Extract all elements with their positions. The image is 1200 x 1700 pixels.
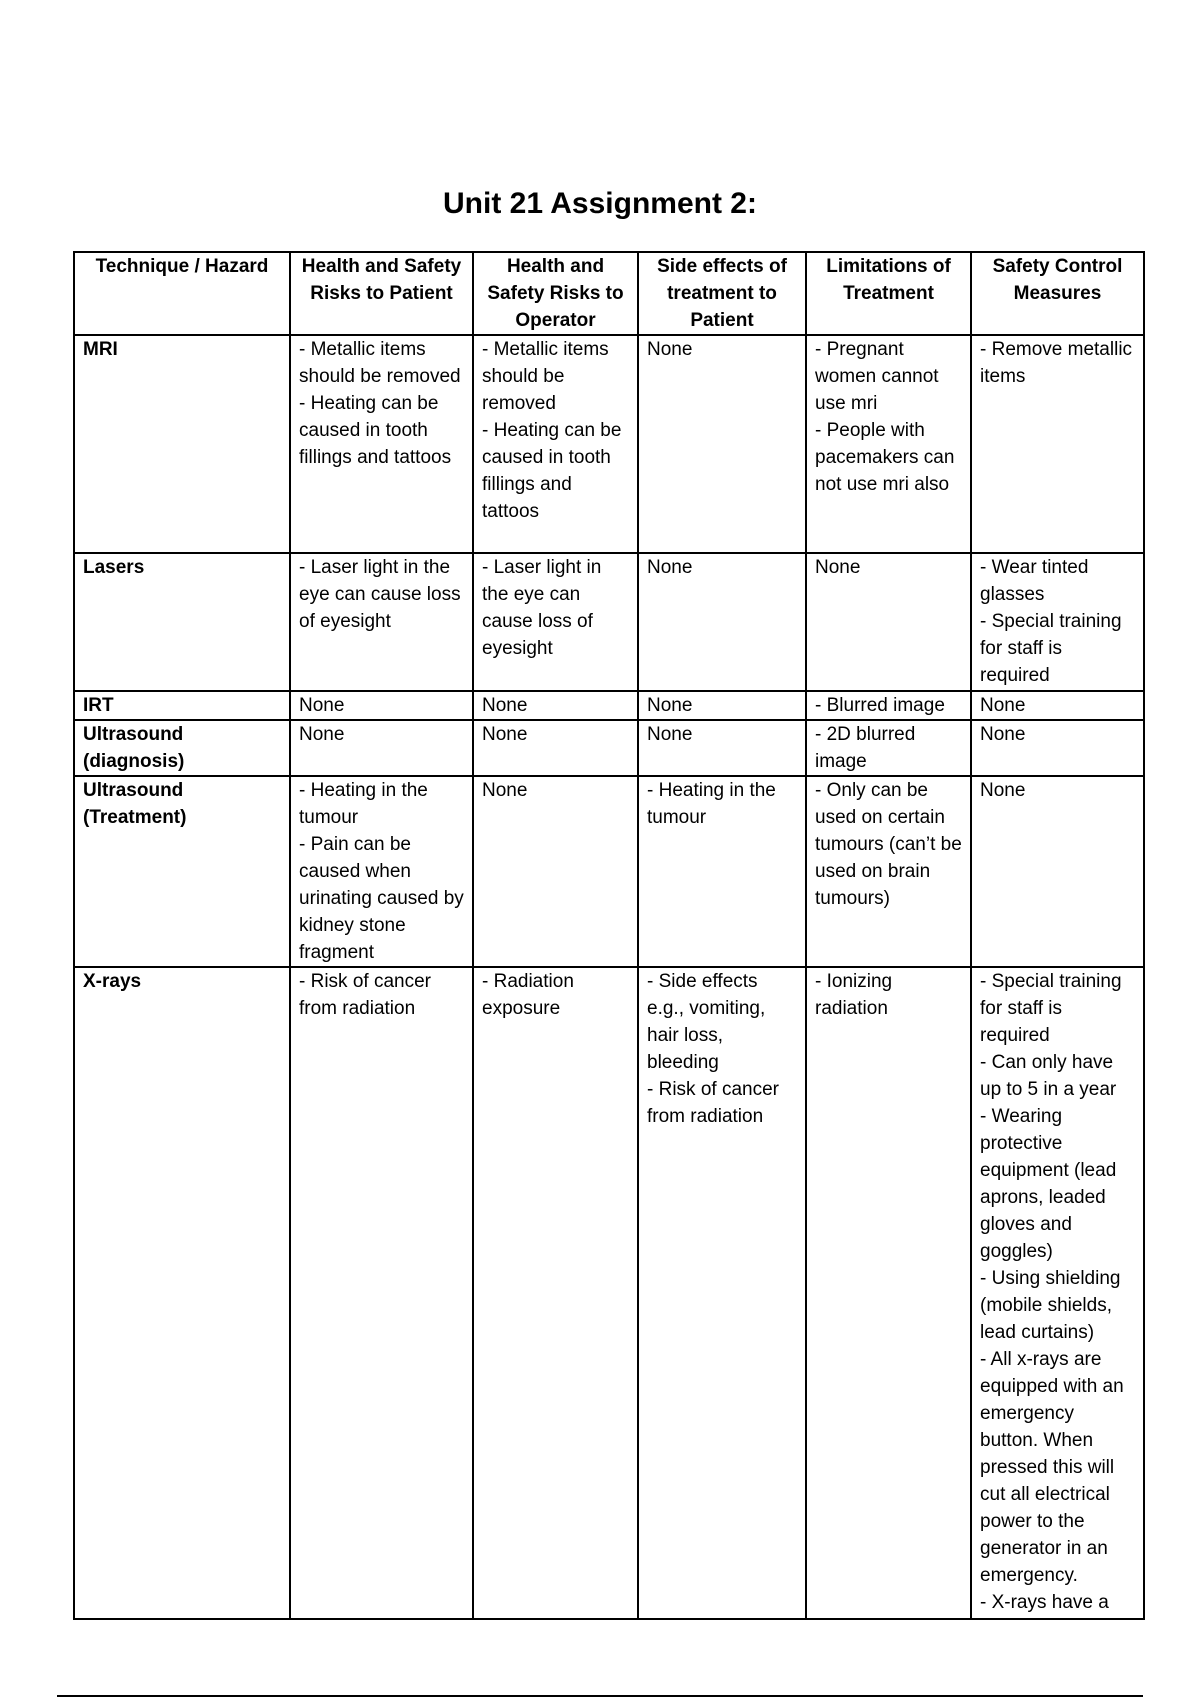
cell-line: None [647,724,693,745]
table-header-row [74,252,1144,335]
header-technique: Technique / Hazard [74,252,290,335]
cell-line: - Laser light in the eye can cause loss of eyesight [482,557,602,659]
cell-line: None [299,695,345,716]
operator-risks-cell [473,691,638,720]
cell-line: - Pregnant women cannot use mri [815,339,939,414]
patient-risks-cell [290,776,473,967]
cell-line: - Metallic items should be removed [482,339,609,414]
technique-cell: Ultrasound (diagnosis) [74,720,290,776]
operator-risks-cell [473,335,638,553]
technique-cell: IRT [74,691,290,720]
side-effects-cell [638,335,806,553]
cell-line: None [482,724,528,745]
table-row [74,335,1144,553]
cell-line: - Metallic items should be removed [299,339,461,387]
patient-risks-cell [290,967,473,1619]
cell-line: - 2D blurred image [815,724,916,772]
cell-line: - Risk of cancer from radiation [647,1079,779,1127]
limitations-cell [806,335,971,553]
cell-line: - Ionizing radiation [815,971,893,1019]
patient-risks-cell [290,553,473,691]
header-operator-risks: Health and Safety Risks to Operator [473,252,638,335]
operator-risks-cell [473,553,638,691]
technique-cell: Ultrasound (Treatment) [74,776,290,967]
limitations-cell [806,967,971,1619]
cell-line: - Heating can be caused in tooth fillings and tattoos [299,393,452,468]
cell-line: - Special training for staff is required [980,611,1122,686]
side-effects-cell [638,691,806,720]
controls-cell [971,553,1144,691]
controls-cell [971,776,1144,967]
table-row [74,967,1144,1619]
cell-line: - Special training for staff is required [980,971,1122,1046]
cell-line: - Can only have up to 5 in a year [980,1052,1117,1100]
page-title: Unit 21 Assignment 2: [443,187,757,220]
limitations-cell [806,776,971,967]
cell-line: None [482,695,528,716]
side-effects-cell [638,720,806,776]
cell-line: - Wear tinted glasses [980,557,1089,605]
cell-line: - Radiation exposure [482,971,574,1019]
patient-risks-cell [290,720,473,776]
cell-line: - Using shielding (mobile shields, lead curtains) [980,1268,1121,1343]
patient-risks-cell [290,335,473,553]
cell-line: - Risk of cancer from radiation [299,971,431,1019]
hazard-table [73,251,1145,1620]
cell-line: - Only can be used on certain tumours (can’t be used on brain tumours) [815,780,962,909]
table-row [74,720,1144,776]
side-effects-cell [638,967,806,1619]
cell-line: - Remove metallic items [980,339,1133,387]
table-row [74,691,1144,720]
controls-cell [971,691,1144,720]
cell-line: None [815,557,861,578]
controls-cell [971,967,1144,1619]
side-effects-cell [638,553,806,691]
controls-cell [971,335,1144,553]
limitations-cell [806,720,971,776]
cell-line: None [647,557,693,578]
cell-line: - People with pacemakers can not use mri also [815,420,955,495]
header-controls: Safety Control Measures [971,252,1144,335]
cell-line: - All x-rays are equipped with an emergency button. When pressed this will cut all electrical power to the generator in an emergency. [980,1349,1124,1586]
side-effects-cell [638,776,806,967]
page-bottom-rule [57,1695,1143,1697]
header-limitations: Limitations of Treatment [806,252,971,335]
table-row [74,553,1144,691]
table-row [74,776,1144,967]
cell-line: None [980,724,1026,745]
cell-line: None [980,780,1026,801]
cell-line: None [647,695,693,716]
cell-line: - Laser light in the eye can cause loss of eyesight [299,557,461,632]
operator-risks-cell [473,967,638,1619]
cell-line: - Heating can be caused in tooth fillings and tattoos [482,420,622,522]
cell-line: - Wearing protective equipment (lead aprons, leaded gloves and goggles) [980,1106,1117,1262]
cell-line: None [647,339,693,360]
patient-risks-cell [290,691,473,720]
cell-line: - Blurred image [815,695,945,716]
cell-line: None [980,695,1026,716]
cell-line: - X-rays have a [980,1592,1109,1613]
limitations-cell [806,691,971,720]
operator-risks-cell [473,720,638,776]
technique-cell: X-rays [74,967,290,1619]
technique-cell: Lasers [74,553,290,691]
header-side-effects: Side effects of treatment to Patient [638,252,806,335]
cell-line: - Side effects e.g., vomiting, hair loss, bleeding [647,971,766,1073]
controls-cell [971,720,1144,776]
cell-line: - Pain can be caused when urinating caused by kidney stone fragment [299,834,464,963]
header-patient-risks: Health and Safety Risks to Patient [290,252,473,335]
operator-risks-cell [473,776,638,967]
cell-line: None [299,724,345,745]
cell-line: - Heating in the tumour [647,780,776,828]
cell-line: - Heating in the tumour [299,780,428,828]
limitations-cell [806,553,971,691]
technique-cell: MRI [74,335,290,553]
cell-line: None [482,780,528,801]
